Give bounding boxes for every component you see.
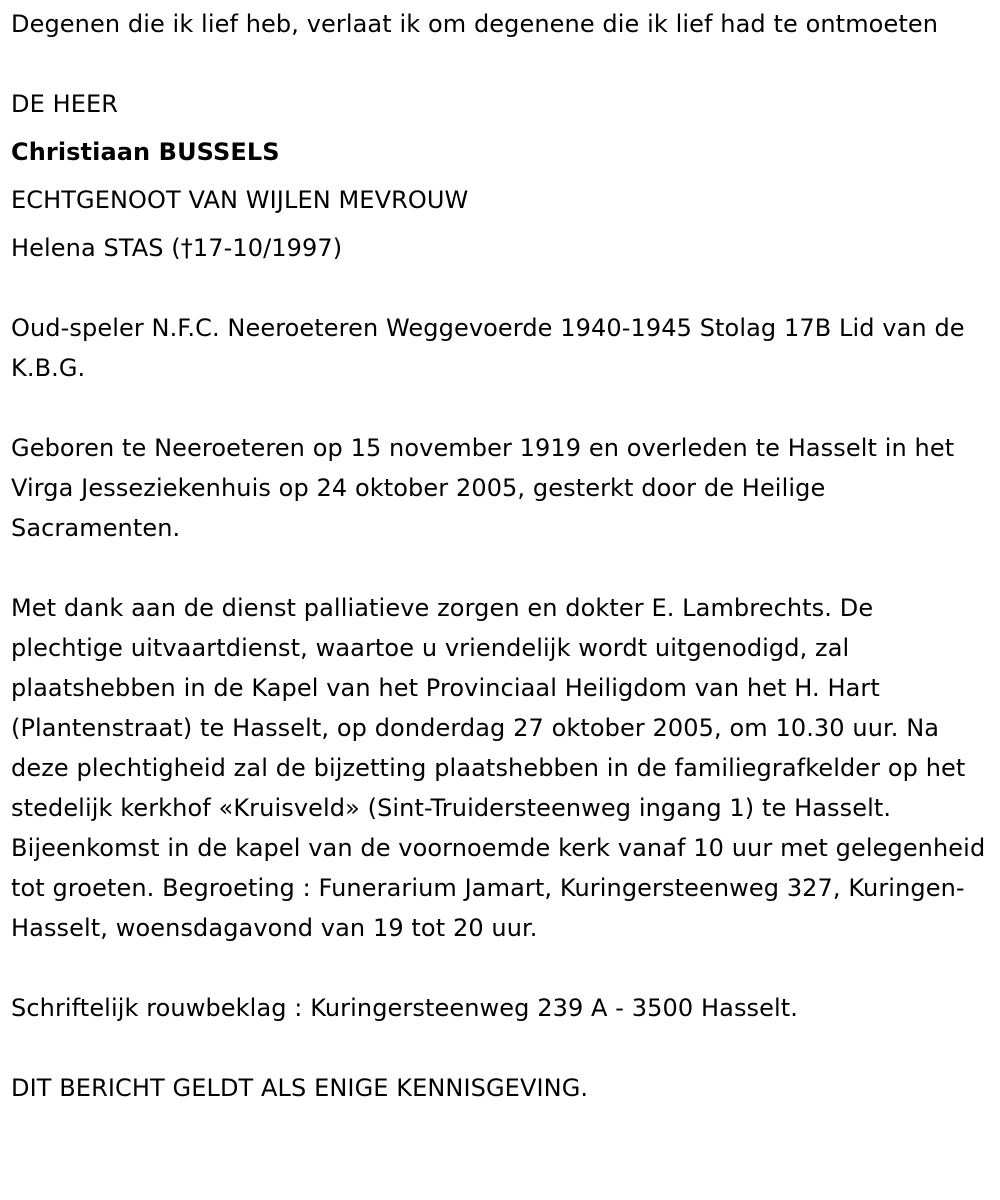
birth-death-paragraph: Geboren te Neeroeteren op 15 november 1919 en overleden te Hasselt in het Virga Jesseziekenhuis op 24 oktober 2005, gesterkt door de Heilige Sacramenten.	[11, 434, 955, 542]
closing-statement: DIT BERICHT GELDT ALS ENIGE KENNISGEVING.	[11, 1074, 589, 1102]
motto-text: Degenen die ik lief heb, verlaat ik om degenene die ik lief had te ontmoeten	[11, 10, 939, 38]
affiliations-paragraph: Oud-speler N.F.C. Neeroeteren Weggevoerde 1940-1945 Stolag 17B Lid van de K.B.G.	[11, 314, 965, 382]
spouse-name: Helena STAS (†17-10/1997)	[11, 234, 343, 262]
obituary-notice	[11, 4, 991, 1108]
spouse-label: ECHTGENOOT VAN WIJLEN MEVROUW	[11, 186, 469, 214]
service-details-paragraph: Met dank aan de dienst palliatieve zorgen en dokter E. Lambrechts. De plechtige uitvaartdienst, waartoe u vriendelijk wordt uitgenodigd, zal plaatshebben in de Kapel van het Provinciaal Heiligdom van het H. Hart (Plantenstraat) te Hasselt, op donderdag 27 oktober 2005, om 10.30 uur. Na deze plechtigheid zal de bijzetting plaatshebben in de familiegrafkelder op het stedelijk kerkhof «Kruisveld» (Sint-Truidersteenweg ingang 1) te Hasselt. Bijeenkomst in de kapel van de voornoemde kerk vanaf 10 uur met gelegenheid tot groeten. Begroeting : Funerarium Jamart, Kuringersteenweg 327, Kuringen-Hasselt, woensdagavond van 19 tot 20 uur.	[11, 594, 986, 942]
condolences-paragraph: Schriftelijk rouwbeklag : Kuringersteenweg 239 A - 3500 Hasselt.	[11, 994, 799, 1022]
deceased-name: Christiaan BUSSELS	[11, 138, 280, 166]
salutation-text: DE HEER	[11, 90, 119, 118]
